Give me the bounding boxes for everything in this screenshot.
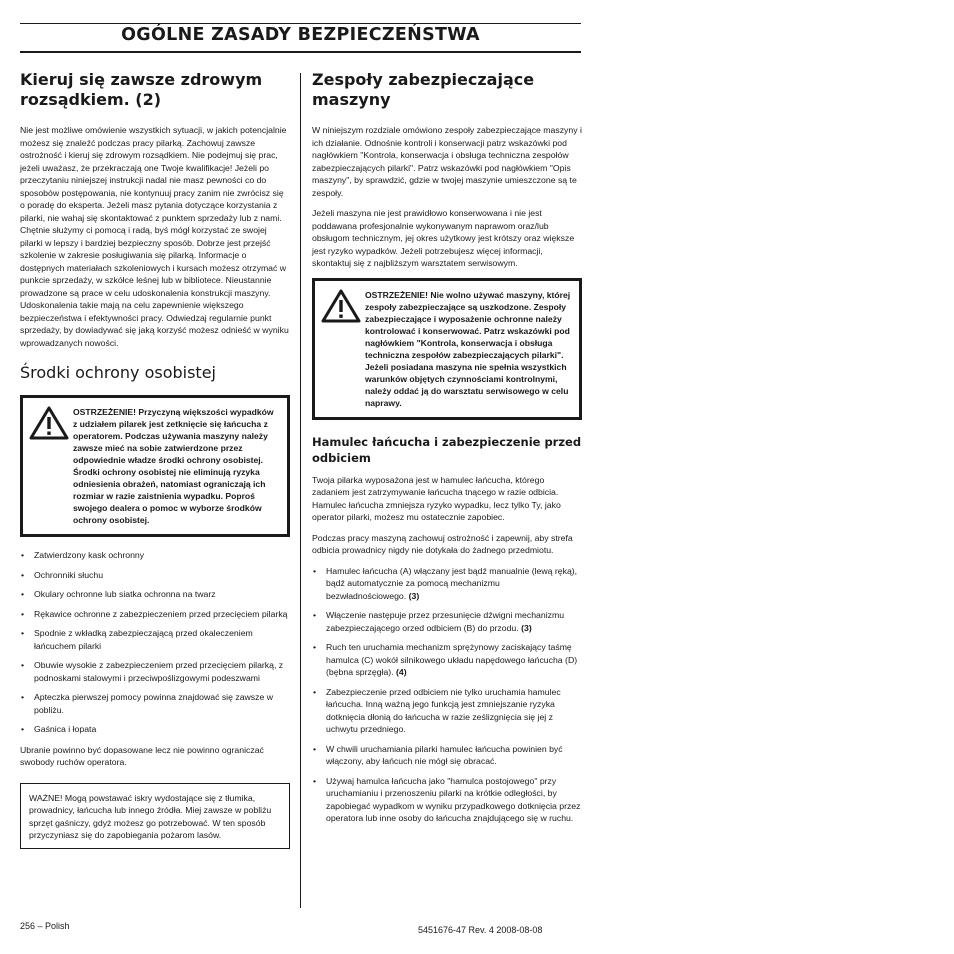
left-column [20, 68, 290, 849]
warning-triangle-icon [29, 406, 73, 526]
list-item [312, 565, 582, 603]
list-item-text: Włączenie następuje przez przesunięcie dźwigni mechanizmu zabezpieczającego orzed odbiciem (B) do przodu. [326, 610, 565, 633]
list-item-text: Hamulec łańcucha (A) włączany jest bądź manualnie (lewą ręką), bądź automatycznie za pomocą mechanizmu bezwładnościowego. [326, 565, 578, 601]
important-note-box: WAŻNE! Mogą powstawać iskry wydostające się z tłumika, prowadnicy, łańcucha lub innego źródła. Miej zawsze w pobliżu sprzęt gaśniczy, gdyż możesz go potrzebować. W ten sposób przyczyniasz się do zapobiegania pożarom lasów. [20, 783, 290, 849]
list-item-text: W chwili uruchamiania pilarki hamulec łańcucha powinien być włączony, aby łańcuch nie mógł się obracać. [326, 743, 563, 766]
list-item-text: Ruch ten uruchamia mechanizm sprężynowy zaciskający taśmę hamulca (C) wokół silnikowego układu napędowego łańcucha (D) (bębna sprzęgła). [326, 642, 578, 677]
title-rule-bottom [20, 51, 581, 53]
chain-brake-paragraph-1: Twoja pilarka wyposażona jest w hamulec łańcucha, którego zadaniem jest zatrzymywanie łańcucha tnącego w razie odbicia. Hamulec łańcucha zmniejsza ryzyko wypadku, lecz tylko Ty, jako operator pilarki, możesz mu ostatecznie zapobiec. [312, 474, 561, 522]
document-reference: 5451676-47 Rev. 4 2008-08-08 [418, 925, 543, 935]
list-item: • Spodnie z wkładką zabezpieczającą przed okaleczeniem łańcuchem pilarki [20, 627, 290, 652]
list-item: • Gaśnica i łopata [20, 723, 290, 736]
warning-text: OSTRZEŻENIE! Przyczyną większości wypadków z udziałem pilarek jest zetknięcie się łańcucha z operatorem. Podczas używania maszyny należy zawsze mieć na sobie zatwierdzone przez odpowiednie władze środki ochrony osobistej. Środki ochrony osobistej nie eliminują ryzyka odniesienia obrażeń, natomiast ograniczają ich rozmiar w razie zaistnienia wypadku. Poproś swojego dealera o pomoc w wyborze środków ochrony osobistej. [73, 407, 274, 525]
figure-ref: (3) [521, 622, 532, 633]
list-item [312, 775, 582, 825]
safety-paragraph-2: Jeżeli maszyna nie jest prawidłowo konserwowana i nie jest poddawana profesjonalnie wykonywanym naprawom oraz/lub obsługom technicznym, jej okres użytkowy jest krótszy oraz większe jest ryzyko wypadków. Jeżeli potrzebujesz więcej informacji, skontaktuj się z najbliższym warsztatem serwisowym. [312, 208, 575, 268]
page-number: 256 – Polish [20, 921, 70, 931]
safety-paragraph-1: W niniejszym rozdziale omówiono zespoły zabezpieczające maszyny i ich działanie. Odnośnie kontroli i konserwacji patrz wskazówki pod nagłówkiem "Kontrola, konserwacja i obsługa techniczna zespołów zabezpieczających pilarki". Patrz wskazówki pod nagłówkiem "Opis maszyny", by sprawdzić, gdzie w twojej maszynie umieszczone są te zespoły. [312, 125, 582, 198]
warning-triangle-icon [321, 289, 365, 409]
list-item: • Apteczka pierwszej pomocy powinna znajdować się zawsze w pobliżu. [20, 691, 290, 716]
title-rule-top [20, 23, 581, 24]
list-item [312, 641, 582, 679]
figure-ref: (3) [408, 590, 420, 601]
chain-brake-paragraph-2: Podczas pracy maszyną zachowuj ostrożność i zapewnij, aby strefa odbicia prowadnicy nigdy nie dotykała do żadnego przedmiotu. [312, 532, 573, 555]
warning-box-ppe [20, 395, 290, 537]
page-title: OGÓLNE ZASADY BEZPIECZEŃSTWA [121, 25, 480, 45]
section-heading-ppe: Środki ochrony osobistej [20, 363, 216, 382]
list-item: • Zatwierdzony kask ochronny [20, 549, 290, 562]
figure-ref: (4) [396, 667, 407, 677]
chain-brake-list [312, 565, 582, 825]
list-item-text: Zabezpieczenie przed odbiciem nie tylko uruchamia hamulec łańcucha. Inną ważną jego funkcją jest zmniejszanie ryzyka dotknięcia dłonią do łańcucha w razie ześlizgnięcia się jej z uchwytu przedniego. [326, 686, 561, 734]
section-heading-common-sense: Kieruj się zawsze zdrowym rozsądkiem. (2) [20, 70, 263, 109]
ppe-list [20, 549, 290, 736]
warning-box-equipment [312, 278, 582, 420]
list-item [312, 609, 582, 634]
section-heading-safety-equipment: Zespoły zabezpieczające maszyny [312, 70, 535, 109]
list-item: • Obuwie wysokie z zabezpieczeniem przed przecięciem pilarką, z podnoskami stalowymi i przeciwpoślizgowymi podeszwami [20, 659, 290, 684]
right-column [312, 68, 582, 833]
intro-paragraph: Nie jest możliwe omówienie wszystkich sytuacji, w jakich potencjalnie możesz się znaleźć podczas pracy pilarką. Zachowuj zawsze ostrożność i kieruj się zdrowym rozsądkiem. Nie podejmuj się prac, jeżeli uważasz, że przekraczają one Twoje kwalifikacje! Jeżeli po przeczytaniu niniejszej instrukcji nadal nie masz pewności co do sposobów postępowania, nie kontynuuj pracy zanim nie zwrócisz się o poradę do eksperta. Jeżeli masz pytania dotyczące korzystania z pilarki, nie wahaj się skontaktować z punktem sprzedaży lub z nami. Chętnie służymy ci pomocą i radą, byś mógł korzystać ze swojej pilarki w lepszy i bardziej bezpieczny sposób. Dobrze jest przejść szkolenie w zakresie posługiwania się pilarką. Informacje o dostępnych materiałach szkoleniowych i kursach możesz otrzymać w punkcie sprzedaży, w szkółce leśnej lub w bibliotece. Nieustannie prowadzone są prace w celu udoskonalenia konstrukcji maszyny. Udoskonalenia takie mają na celu zapewnienie większego bezpieczeństwa i efektywności pracy. Odwiedzaj regularnie punkt sprzedaży, by dowiadywać się jaką korzyść możesz odnieść w wyniku wprowadzanych nowości. [20, 125, 289, 348]
warning-text: OSTRZEŻENIE! Nie wolno używać maszyny, której zespoły zabezpieczające są uszkodzone. Zespoły zabezpieczające i wyposażenie ochronne należy kontrolować i konserwować. Patrz wskazówki pod nagłówkiem "Kontrola, konserwacja i obsługa techniczna zespołów zabezpieczających pilarki". Jeżeli posiadana maszyna nie spełnia wszystkich warunków objętych czynnościami kontrolnymi, należy oddać ją do warsztatu serwisowego w celu naprawy. [365, 289, 571, 408]
column-divider [300, 73, 301, 908]
clothing-note: Ubranie powinno być dopasowane lecz nie powinno ograniczać swobody ruchów operatora. [20, 744, 264, 767]
list-item: • Okulary ochronne lub siatka ochronna na twarz [20, 588, 290, 601]
section-heading-chain-brake: Hamulec łańcucha i zabezpieczenie przed odbiciem [312, 434, 582, 465]
list-item [312, 743, 582, 768]
list-item-text: Używaj hamulca łańcucha jako "hamulca postojowego" przy uruchamianiu i przenoszeniu pilarki na krótkie odległości, by zapobiegać wypadkom w wyniku przypadkowego dotknięcia przez operatora lub inne osoby do łańcucha znajdującego się w ruchu. [326, 775, 581, 823]
list-item: • Rękawice ochronne z zabezpieczeniem przed przecięciem pilarką [20, 608, 290, 621]
list-item: • Ochronniki słuchu [20, 569, 290, 582]
list-item [312, 686, 582, 736]
